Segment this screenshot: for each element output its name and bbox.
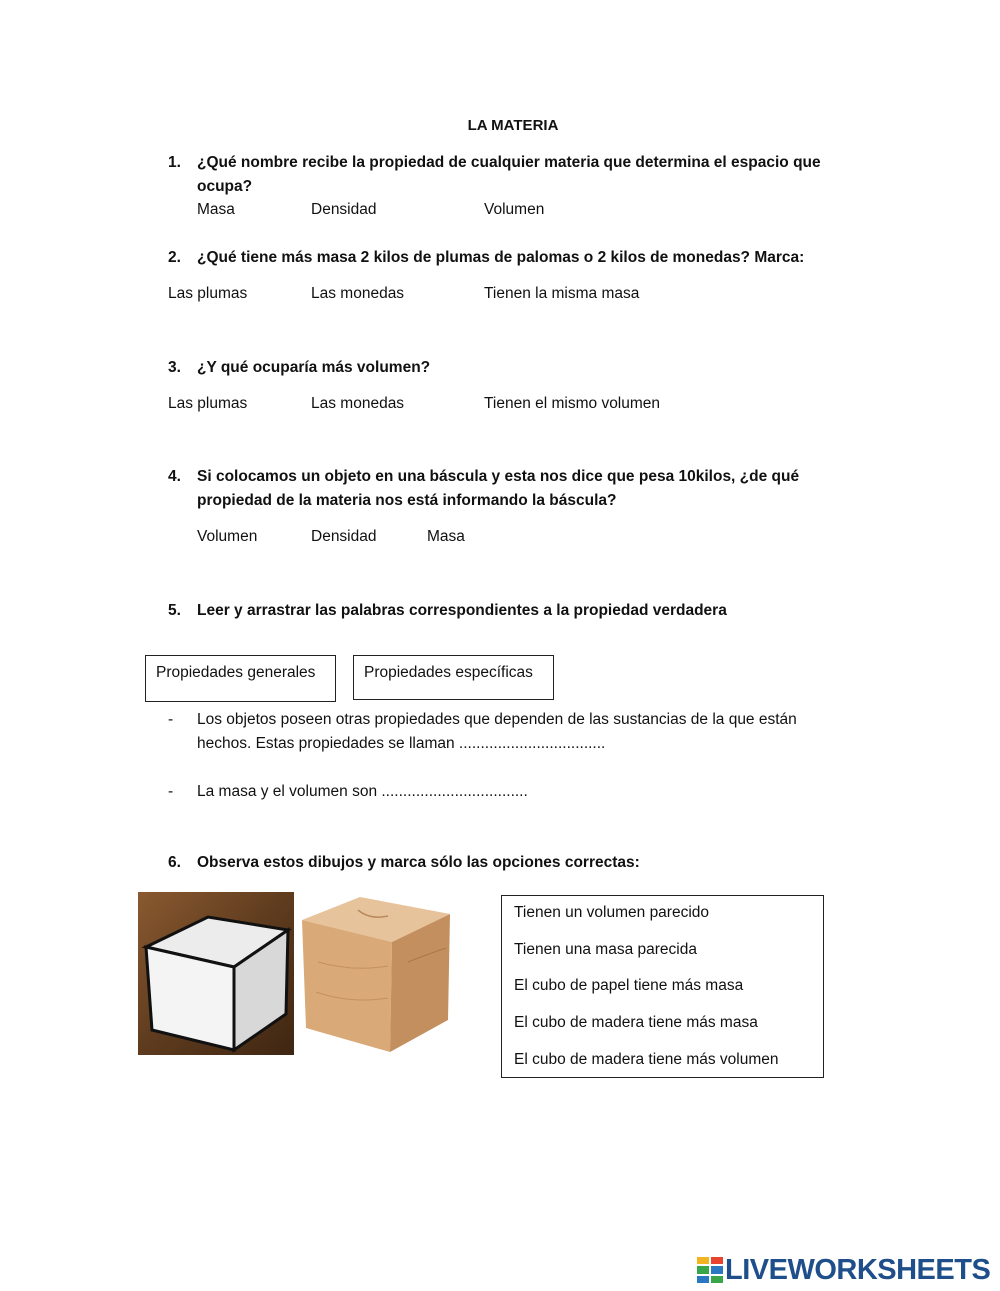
page-title: LA MATERIA <box>467 117 559 134</box>
drag-word-generales[interactable] <box>145 655 336 702</box>
q5-text: Leer y arrastrar las palabras correspondientes a la propiedad verdadera <box>197 602 727 619</box>
bullet-dash-2: - <box>168 783 174 800</box>
logo-blocks-icon <box>697 1257 723 1283</box>
q3-option-mismo-volumen[interactable]: Tienen el mismo volumen <box>484 395 661 412</box>
q5-sentence1-line2[interactable]: hechos. Estas propiedades se llaman .................................. <box>197 735 606 752</box>
q6-option-madera-mas-volumen[interactable]: El cubo de madera tiene más volumen <box>514 1051 779 1068</box>
q6-option-madera-mas-masa[interactable]: El cubo de madera tiene más masa <box>514 1014 758 1031</box>
liveworksheets-logo <box>697 1255 990 1285</box>
q6-number: 6. <box>168 854 181 871</box>
q4-text-line1: Si colocamos un objeto en una báscula y esta nos dice que pesa 10kilos, ¿de qué <box>197 468 800 485</box>
wooden-cube-image <box>298 892 453 1055</box>
q5-sentence1-line1: Los objetos poseen otras propiedades que dependen de las sustancias de la que están <box>197 711 797 728</box>
q4-option-volumen[interactable]: Volumen <box>197 528 258 545</box>
q4-option-masa[interactable]: Masa <box>427 528 465 545</box>
q2-text: ¿Qué tiene más masa 2 kilos de plumas de palomas o 2 kilos de monedas? Marca: <box>197 249 805 266</box>
q6-option-volumen-parecido[interactable]: Tienen un volumen parecido <box>514 904 710 921</box>
drag-word-especificas[interactable] <box>353 655 554 700</box>
q1-option-masa[interactable]: Masa <box>197 201 235 218</box>
q2-option-plumas[interactable]: Las plumas <box>168 285 248 302</box>
q6-option-masa-parecida[interactable]: Tienen una masa parecida <box>514 941 697 958</box>
q2-number: 2. <box>168 249 181 266</box>
q1-option-volumen[interactable]: Volumen <box>484 201 545 218</box>
q5-sentence2[interactable]: La masa y el volumen son .................................. <box>197 783 528 800</box>
paper-cube-image <box>138 892 294 1055</box>
q3-text: ¿Y qué ocuparía más volumen? <box>197 359 431 376</box>
q1-number: 1. <box>168 154 181 171</box>
q2-option-monedas[interactable]: Las monedas <box>311 285 405 302</box>
q2-option-misma-masa[interactable]: Tienen la misma masa <box>484 285 640 302</box>
q4-option-densidad[interactable]: Densidad <box>311 528 377 545</box>
q3-option-monedas[interactable]: Las monedas <box>311 395 405 412</box>
q1-option-densidad[interactable]: Densidad <box>311 201 377 218</box>
q3-number: 3. <box>168 359 181 376</box>
q6-text: Observa estos dibujos y marca sólo las opciones correctas: <box>197 854 640 871</box>
bullet-dash-1: - <box>168 711 174 728</box>
drag-word-especificas-label: Propiedades específicas <box>364 664 533 681</box>
q4-text-line2: propiedad de la materia nos está informando la báscula? <box>197 492 617 509</box>
q4-number: 4. <box>168 468 181 485</box>
q5-number: 5. <box>168 602 181 619</box>
q3-option-plumas[interactable]: Las plumas <box>168 395 248 412</box>
logo-text: LIVEWORKSHEETS <box>725 1253 991 1286</box>
q1-text-line2: ocupa? <box>197 178 253 195</box>
q6-option-papel-mas-masa[interactable]: El cubo de papel tiene más masa <box>514 977 744 994</box>
q1-text-line1: ¿Qué nombre recibe la propiedad de cualquier materia que determina el espacio que <box>197 154 821 171</box>
drag-word-generales-label: Propiedades generales <box>156 664 316 681</box>
q6-options-box <box>501 895 824 1078</box>
